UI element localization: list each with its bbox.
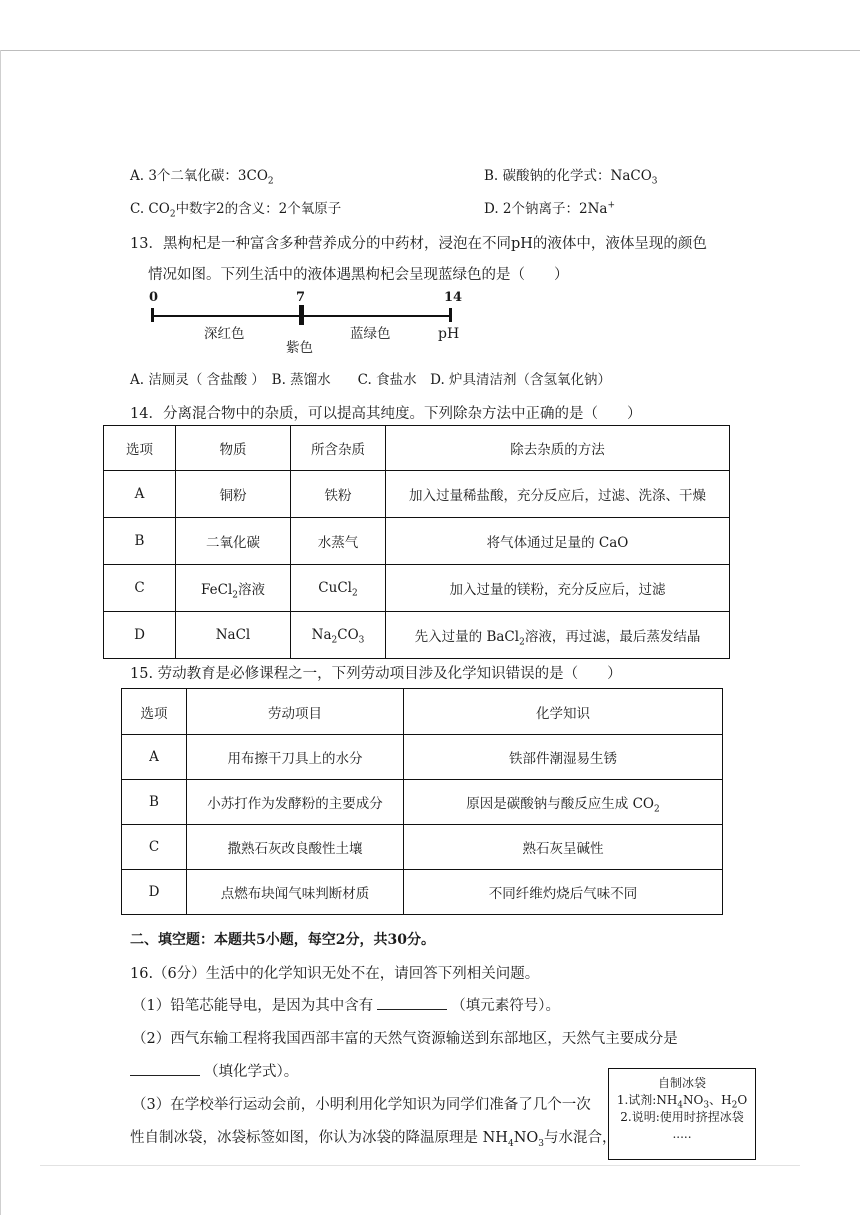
q13-stem-line2: 情况如图。下列生活中的液体遇黑枸杞会呈现蓝绿色的是（ ） <box>148 267 569 283</box>
ph-scale-label-0: 0 <box>149 290 159 305</box>
cell-substance: FeCl$_2$溶液 <box>176 565 291 612</box>
ph-right-color-label: 蓝绿色 <box>350 326 391 342</box>
cell-method: 先入过量的 BaCl$_2$溶液，再过滤，最后蒸发结晶 <box>386 612 730 659</box>
icebag-ellipsis: ..... <box>672 1127 692 1141</box>
q13-stem-line1: 13．黑枸杞是一种富含多种营养成分的中药材，浸泡在不同pH的液体中，液体呈现的颜色 <box>130 236 707 252</box>
cell-impurity: CuCl$_2$ <box>291 565 386 612</box>
ph-mid-color-label: 紫色 <box>286 340 313 356</box>
cell-task: 小苏打作为发酵粉的主要成分 <box>187 780 404 825</box>
q12-option-a: A. 3个二氧化碳：$3CO_2$ <box>130 168 274 187</box>
q15-stem: 15. 劳动教育是必修课程之一，下列劳动项目涉及化学知识错误的是（ ） <box>130 666 622 682</box>
cell-method: 加入过量的镁粉，充分反应后，过滤 <box>386 565 730 612</box>
icebag-instruction-line: 2.说明:使用时挤捏冰袋 <box>620 1110 744 1124</box>
page-top-border <box>0 50 860 51</box>
cell-impurity: 水蒸气 <box>291 518 386 565</box>
section-2-heading: 二、填空题：本题共5小题，每空2分，共30分。 <box>130 932 435 948</box>
q13-options: A. 洁厕灵（ 含盐酸 ） B. 蒸馏水 C. 食盐水 D. 炉具清洁剂（含氢氧化钠） <box>130 372 612 388</box>
cell-task: 点燃布块闻气味判断材质 <box>187 870 404 915</box>
cell-impurity: 铁粉 <box>291 471 386 518</box>
ph-unit-label: pH <box>438 326 460 342</box>
icebag-reagent-line: 1.试剂$:NH_4NO_3$、$H_2O$ <box>616 1093 748 1111</box>
cell-substance: 铜粉 <box>176 471 291 518</box>
cell-option: D <box>104 612 176 659</box>
ph-scale-label-14: 14 <box>444 290 463 305</box>
page-left-border <box>0 50 1 1215</box>
q16-part2-cont: （填化学式）。 <box>130 1060 298 1081</box>
q12-option-d: D. 2个钠离子：2Na+ <box>484 200 616 217</box>
table-row <box>104 471 730 518</box>
answer-blank[interactable] <box>377 997 447 1010</box>
table-row <box>122 870 723 915</box>
cell-knowledge: 不同纤维灼烧后气味不同 <box>404 870 723 915</box>
icebag-title: 自制冰袋 <box>657 1076 706 1090</box>
header-cell: 所含杂质 <box>291 426 386 471</box>
cell-substance: 二氧化碳 <box>176 518 291 565</box>
cell-option: C <box>104 565 176 612</box>
q16-part1: （1）铅笔芯能导电，是因为其中含有 （填元素符号）。 <box>132 998 560 1014</box>
cell-option: A <box>104 471 176 518</box>
table-row <box>122 735 723 780</box>
q14-table <box>103 425 730 659</box>
cell-option: D <box>122 870 187 915</box>
ph-scale-label-7: 7 <box>296 290 306 305</box>
q14-stem: 14．分离混合物中的杂质，可以提高其纯度。下列除杂方法中正确的是（ ） <box>130 406 642 422</box>
ph-scale-tick-14 <box>449 308 452 322</box>
ph-scale-tick-7 <box>299 305 304 325</box>
cell-option: B <box>122 780 187 825</box>
icebag-label-box <box>608 1068 756 1160</box>
page-bottom-border <box>40 1165 800 1166</box>
table-header-row <box>104 426 730 471</box>
cell-knowledge: 铁部件潮湿易生锈 <box>404 735 723 780</box>
ph-left-color-label: 深红色 <box>204 326 245 342</box>
cell-option: A <box>122 735 187 780</box>
cell-impurity: $Na_2CO_3$ <box>291 612 386 659</box>
table-row <box>104 565 730 612</box>
header-cell: 劳动项目 <box>187 689 404 735</box>
cell-task: 撒熟石灰改良酸性土壤 <box>187 825 404 870</box>
ph-scale-tick-0 <box>151 308 154 322</box>
q16-part3-line1: （3）在学校举行运动会前，小明利用化学知识为同学们准备了几个一次 <box>132 1097 591 1113</box>
q15-table <box>121 688 723 915</box>
q16-part2: （2）西气东输工程将我国西部丰富的天然气资源输送到东部地区，天然气主要成分是 <box>132 1031 678 1047</box>
ph-scale <box>149 290 463 360</box>
table-row <box>122 780 723 825</box>
cell-option: C <box>122 825 187 870</box>
cell-knowledge: 原因是碳酸钠与酸反应生成 $CO_2$ <box>404 780 723 825</box>
table-row <box>104 518 730 565</box>
cell-task: 用布擦干刀具上的水分 <box>187 735 404 780</box>
cell-method: 加入过量稀盐酸，充分反应后，过滤、洗涤、干燥 <box>386 471 730 518</box>
header-cell: 物质 <box>176 426 291 471</box>
q12-option-b: B. 碳酸钠的化学式：NaCO$_3$ <box>484 168 658 187</box>
cell-knowledge: 熟石灰呈碱性 <box>404 825 723 870</box>
cell-option: B <box>104 518 176 565</box>
table-header-row <box>122 689 723 735</box>
header-cell: 化学知识 <box>404 689 723 735</box>
cell-method: 将气体通过足量的 CaO <box>386 518 730 565</box>
header-cell: 选项 <box>104 426 176 471</box>
header-cell: 除去杂质的方法 <box>386 426 730 471</box>
answer-blank[interactable] <box>130 1063 200 1076</box>
q16-stem: 16.（6分）生活中的化学知识无处不在，请回答下列相关问题。 <box>130 966 540 982</box>
table-row <box>104 612 730 659</box>
cell-substance: NaCl <box>176 612 291 659</box>
header-cell: 选项 <box>122 689 187 735</box>
q16-part3-line2: 性自制冰袋，冰袋标签如图，你认为冰袋的降温原理是 $NH_4NO_3$与水混合， <box>130 1130 617 1149</box>
q12-option-c: C. $CO_2$中数字2的含义：2个氧原子 <box>130 201 342 220</box>
table-row <box>122 825 723 870</box>
